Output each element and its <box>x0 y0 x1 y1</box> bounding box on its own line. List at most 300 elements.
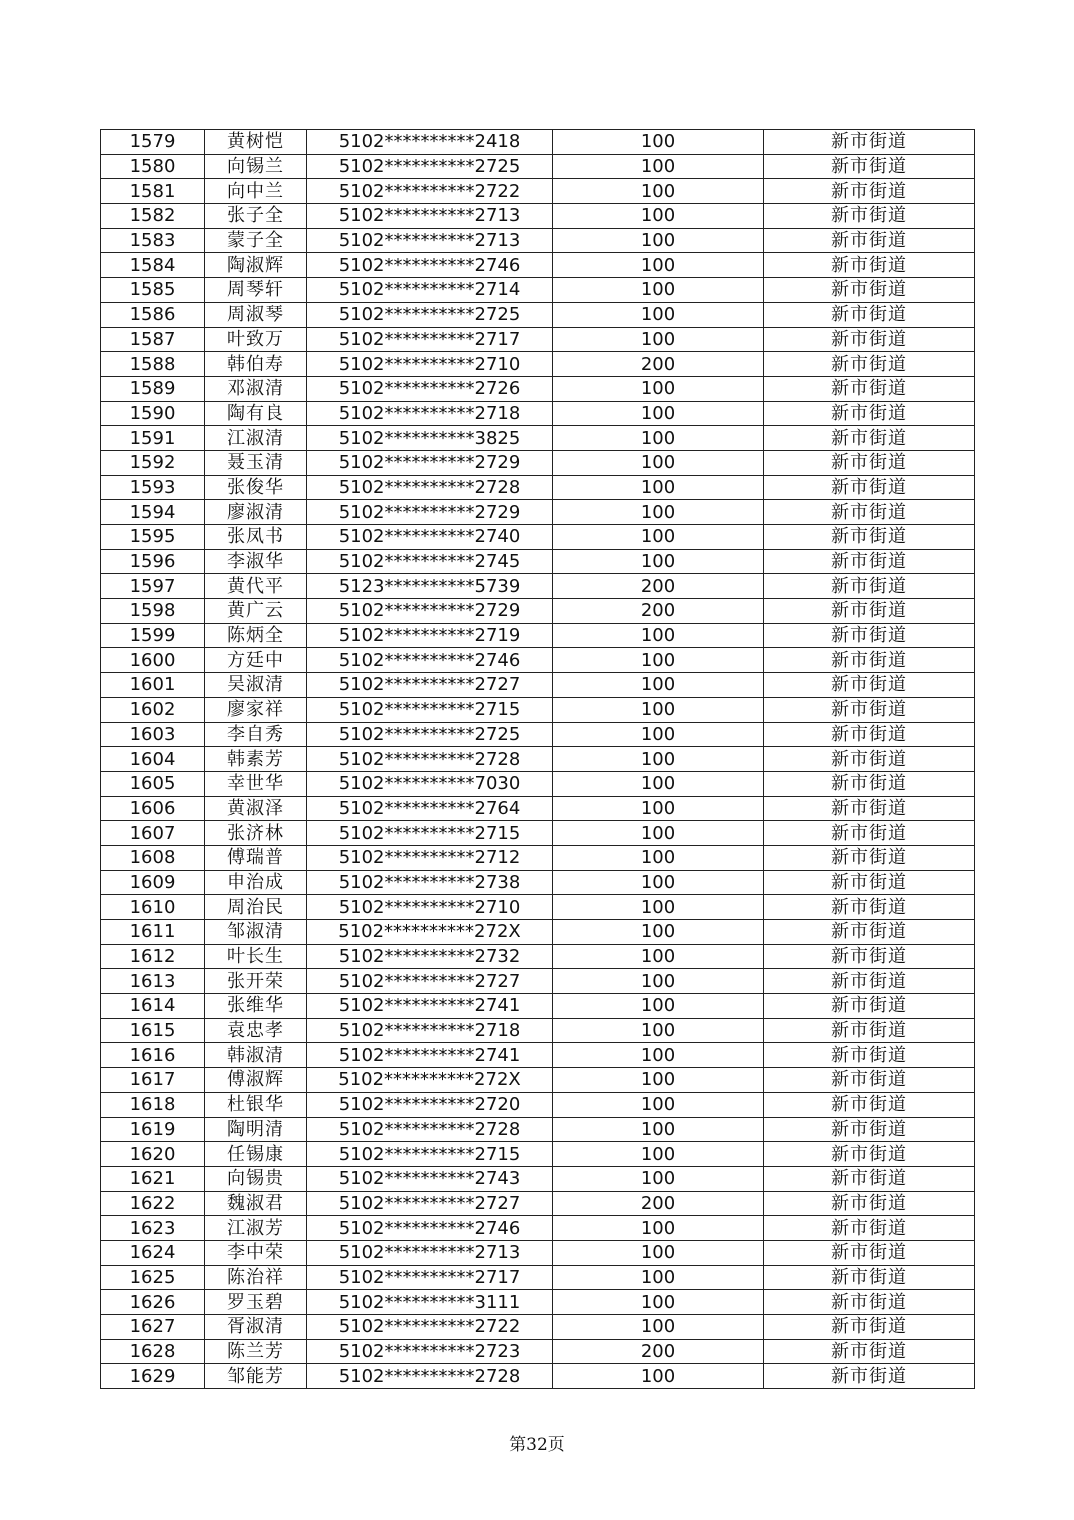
name-cell: 黄树恺 <box>205 130 307 155</box>
amount-cell: 100 <box>553 475 764 500</box>
street-cell: 新市街道 <box>764 204 975 229</box>
name-cell: 张维华 <box>205 994 307 1019</box>
amount-cell: 100 <box>553 648 764 673</box>
row-number-cell: 1616 <box>101 1043 205 1068</box>
name-cell: 韩素芳 <box>205 747 307 772</box>
street-cell: 新市街道 <box>764 1364 975 1389</box>
street-cell: 新市街道 <box>764 969 975 994</box>
row-number-cell: 1628 <box>101 1339 205 1364</box>
amount-cell: 100 <box>553 302 764 327</box>
name-cell: 邓淑清 <box>205 376 307 401</box>
table-row <box>101 623 975 648</box>
table-row <box>101 278 975 303</box>
row-number-cell: 1589 <box>101 376 205 401</box>
table-row <box>101 253 975 278</box>
name-cell: 李淑华 <box>205 549 307 574</box>
row-number-cell: 1587 <box>101 327 205 352</box>
street-cell: 新市街道 <box>764 327 975 352</box>
name-cell: 申治成 <box>205 870 307 895</box>
name-cell: 向锡兰 <box>205 154 307 179</box>
table-row <box>101 1043 975 1068</box>
table-row <box>101 747 975 772</box>
table-row <box>101 648 975 673</box>
table-row <box>101 426 975 451</box>
id-number-cell: 5102**********2726 <box>307 376 553 401</box>
id-number-cell: 5102**********2710 <box>307 895 553 920</box>
street-cell: 新市街道 <box>764 722 975 747</box>
row-number-cell: 1621 <box>101 1166 205 1191</box>
amount-cell: 200 <box>553 352 764 377</box>
id-number-cell: 5102**********2732 <box>307 944 553 969</box>
amount-cell: 100 <box>553 722 764 747</box>
table-row <box>101 450 975 475</box>
name-cell: 叶致万 <box>205 327 307 352</box>
row-number-cell: 1602 <box>101 697 205 722</box>
name-cell: 向中兰 <box>205 179 307 204</box>
name-cell: 周治民 <box>205 895 307 920</box>
table-row <box>101 204 975 229</box>
street-cell: 新市街道 <box>764 574 975 599</box>
street-cell: 新市街道 <box>764 1018 975 1043</box>
id-number-cell: 5123**********5739 <box>307 574 553 599</box>
row-number-cell: 1580 <box>101 154 205 179</box>
row-number-cell: 1624 <box>101 1240 205 1265</box>
name-cell: 廖家祥 <box>205 697 307 722</box>
street-cell: 新市街道 <box>764 1043 975 1068</box>
amount-cell: 100 <box>553 697 764 722</box>
name-cell: 张俊华 <box>205 475 307 500</box>
name-cell: 周淑琴 <box>205 302 307 327</box>
table-row <box>101 944 975 969</box>
table-row <box>101 1117 975 1142</box>
table-row <box>101 1364 975 1389</box>
amount-cell: 100 <box>553 994 764 1019</box>
street-cell: 新市街道 <box>764 648 975 673</box>
street-cell: 新市街道 <box>764 154 975 179</box>
row-number-cell: 1601 <box>101 673 205 698</box>
street-cell: 新市街道 <box>764 1092 975 1117</box>
id-number-cell: 5102**********2715 <box>307 697 553 722</box>
table-row <box>101 574 975 599</box>
amount-cell: 100 <box>553 895 764 920</box>
id-number-cell: 5102**********3825 <box>307 426 553 451</box>
row-number-cell: 1606 <box>101 796 205 821</box>
id-number-cell: 5102**********2714 <box>307 278 553 303</box>
amount-cell: 100 <box>553 673 764 698</box>
amount-cell: 100 <box>553 920 764 945</box>
row-number-cell: 1592 <box>101 450 205 475</box>
name-cell: 江淑芳 <box>205 1216 307 1241</box>
id-number-cell: 5102**********2719 <box>307 623 553 648</box>
name-cell: 蒙子全 <box>205 228 307 253</box>
name-cell: 傅淑辉 <box>205 1068 307 1093</box>
amount-cell: 100 <box>553 1315 764 1340</box>
id-number-cell: 5102**********2725 <box>307 302 553 327</box>
street-cell: 新市街道 <box>764 549 975 574</box>
id-number-cell: 5102**********2727 <box>307 969 553 994</box>
name-cell: 张济林 <box>205 821 307 846</box>
name-cell: 魏淑君 <box>205 1191 307 1216</box>
name-cell: 邹能芳 <box>205 1364 307 1389</box>
amount-cell: 100 <box>553 1092 764 1117</box>
amount-cell: 100 <box>553 450 764 475</box>
amount-cell: 100 <box>553 500 764 525</box>
amount-cell: 100 <box>553 376 764 401</box>
id-number-cell: 5102**********272X <box>307 1068 553 1093</box>
name-cell: 聂玉清 <box>205 450 307 475</box>
row-number-cell: 1620 <box>101 1142 205 1167</box>
table-row <box>101 821 975 846</box>
row-number-cell: 1623 <box>101 1216 205 1241</box>
name-cell: 幸世华 <box>205 771 307 796</box>
row-number-cell: 1604 <box>101 747 205 772</box>
row-number-cell: 1627 <box>101 1315 205 1340</box>
table-row <box>101 1216 975 1241</box>
id-number-cell: 5102**********2720 <box>307 1092 553 1117</box>
street-cell: 新市街道 <box>764 870 975 895</box>
street-cell: 新市街道 <box>764 1068 975 1093</box>
table-row <box>101 1240 975 1265</box>
table-row <box>101 401 975 426</box>
row-number-cell: 1603 <box>101 722 205 747</box>
table-row <box>101 1265 975 1290</box>
street-cell: 新市街道 <box>764 1339 975 1364</box>
name-cell: 黄淑泽 <box>205 796 307 821</box>
name-cell: 韩淑清 <box>205 1043 307 1068</box>
street-cell: 新市街道 <box>764 352 975 377</box>
row-number-cell: 1619 <box>101 1117 205 1142</box>
street-cell: 新市街道 <box>764 228 975 253</box>
id-number-cell: 5102**********2722 <box>307 1315 553 1340</box>
table-row <box>101 1018 975 1043</box>
table-row <box>101 1068 975 1093</box>
id-number-cell: 5102**********2743 <box>307 1166 553 1191</box>
row-number-cell: 1585 <box>101 278 205 303</box>
name-cell: 陶明清 <box>205 1117 307 1142</box>
row-number-cell: 1625 <box>101 1265 205 1290</box>
id-number-cell: 5102**********2715 <box>307 1142 553 1167</box>
row-number-cell: 1610 <box>101 895 205 920</box>
street-cell: 新市街道 <box>764 130 975 155</box>
id-number-cell: 5102**********2729 <box>307 500 553 525</box>
street-cell: 新市街道 <box>764 179 975 204</box>
row-number-cell: 1598 <box>101 599 205 624</box>
street-cell: 新市街道 <box>764 845 975 870</box>
name-cell: 黄代平 <box>205 574 307 599</box>
id-number-cell: 5102**********2740 <box>307 525 553 550</box>
amount-cell: 100 <box>553 130 764 155</box>
street-cell: 新市街道 <box>764 771 975 796</box>
amount-cell: 200 <box>553 599 764 624</box>
street-cell: 新市街道 <box>764 500 975 525</box>
table-row <box>101 1290 975 1315</box>
row-number-cell: 1584 <box>101 253 205 278</box>
name-cell: 陈炳全 <box>205 623 307 648</box>
street-cell: 新市街道 <box>764 302 975 327</box>
amount-cell: 100 <box>553 870 764 895</box>
amount-cell: 100 <box>553 228 764 253</box>
row-number-cell: 1622 <box>101 1191 205 1216</box>
roster-table-body <box>101 130 975 1389</box>
amount-cell: 200 <box>553 1339 764 1364</box>
id-number-cell: 5102**********2717 <box>307 1265 553 1290</box>
amount-cell: 100 <box>553 1117 764 1142</box>
id-number-cell: 5102**********3111 <box>307 1290 553 1315</box>
street-cell: 新市街道 <box>764 1216 975 1241</box>
id-number-cell: 5102**********2738 <box>307 870 553 895</box>
table-row <box>101 920 975 945</box>
row-number-cell: 1605 <box>101 771 205 796</box>
name-cell: 张开荣 <box>205 969 307 994</box>
row-number-cell: 1614 <box>101 994 205 1019</box>
street-cell: 新市街道 <box>764 796 975 821</box>
id-number-cell: 5102**********2725 <box>307 722 553 747</box>
amount-cell: 100 <box>553 179 764 204</box>
table-row <box>101 673 975 698</box>
street-cell: 新市街道 <box>764 673 975 698</box>
id-number-cell: 5102**********272X <box>307 920 553 945</box>
row-number-cell: 1583 <box>101 228 205 253</box>
amount-cell: 100 <box>553 623 764 648</box>
name-cell: 陈治祥 <box>205 1265 307 1290</box>
street-cell: 新市街道 <box>764 599 975 624</box>
table-row <box>101 154 975 179</box>
id-number-cell: 5102**********2713 <box>307 204 553 229</box>
table-row <box>101 870 975 895</box>
id-number-cell: 5102**********2728 <box>307 1117 553 1142</box>
street-cell: 新市街道 <box>764 1142 975 1167</box>
street-cell: 新市街道 <box>764 376 975 401</box>
id-number-cell: 5102**********2741 <box>307 994 553 1019</box>
street-cell: 新市街道 <box>764 278 975 303</box>
amount-cell: 200 <box>553 1191 764 1216</box>
street-cell: 新市街道 <box>764 1191 975 1216</box>
id-number-cell: 5102**********2729 <box>307 599 553 624</box>
table-row <box>101 302 975 327</box>
table-row <box>101 376 975 401</box>
table-row <box>101 1339 975 1364</box>
street-cell: 新市街道 <box>764 1240 975 1265</box>
street-cell: 新市街道 <box>764 1315 975 1340</box>
table-row <box>101 130 975 155</box>
amount-cell: 100 <box>553 549 764 574</box>
id-number-cell: 5102**********2713 <box>307 228 553 253</box>
amount-cell: 100 <box>553 747 764 772</box>
table-row <box>101 1142 975 1167</box>
amount-cell: 100 <box>553 401 764 426</box>
street-cell: 新市街道 <box>764 1117 975 1142</box>
table-row <box>101 599 975 624</box>
amount-cell: 100 <box>553 969 764 994</box>
name-cell: 向锡贵 <box>205 1166 307 1191</box>
amount-cell: 100 <box>553 1290 764 1315</box>
table-row <box>101 500 975 525</box>
street-cell: 新市街道 <box>764 623 975 648</box>
street-cell: 新市街道 <box>764 253 975 278</box>
id-number-cell: 5102**********2712 <box>307 845 553 870</box>
row-number-cell: 1596 <box>101 549 205 574</box>
table-row <box>101 969 975 994</box>
table-row <box>101 895 975 920</box>
table-row <box>101 228 975 253</box>
amount-cell: 100 <box>553 154 764 179</box>
name-cell: 黄广云 <box>205 599 307 624</box>
roster-table <box>100 129 975 1389</box>
row-number-cell: 1612 <box>101 944 205 969</box>
amount-cell: 100 <box>553 525 764 550</box>
id-number-cell: 5102**********2728 <box>307 475 553 500</box>
street-cell: 新市街道 <box>764 1166 975 1191</box>
amount-cell: 100 <box>553 1142 764 1167</box>
id-number-cell: 5102**********2418 <box>307 130 553 155</box>
street-cell: 新市街道 <box>764 895 975 920</box>
row-number-cell: 1586 <box>101 302 205 327</box>
id-number-cell: 5102**********2727 <box>307 673 553 698</box>
name-cell: 杜银华 <box>205 1092 307 1117</box>
name-cell: 陈兰芳 <box>205 1339 307 1364</box>
row-number-cell: 1590 <box>101 401 205 426</box>
name-cell: 袁忠孝 <box>205 1018 307 1043</box>
amount-cell: 100 <box>553 327 764 352</box>
name-cell: 傅瑞普 <box>205 845 307 870</box>
amount-cell: 100 <box>553 1364 764 1389</box>
row-number-cell: 1593 <box>101 475 205 500</box>
table-row <box>101 1166 975 1191</box>
table-row <box>101 1315 975 1340</box>
street-cell: 新市街道 <box>764 994 975 1019</box>
row-number-cell: 1582 <box>101 204 205 229</box>
name-cell: 张凤书 <box>205 525 307 550</box>
row-number-cell: 1617 <box>101 1068 205 1093</box>
amount-cell: 100 <box>553 1068 764 1093</box>
amount-cell: 100 <box>553 278 764 303</box>
table-row <box>101 525 975 550</box>
id-number-cell: 5102**********2722 <box>307 179 553 204</box>
amount-cell: 100 <box>553 426 764 451</box>
amount-cell: 100 <box>553 1018 764 1043</box>
street-cell: 新市街道 <box>764 450 975 475</box>
name-cell: 罗玉碧 <box>205 1290 307 1315</box>
street-cell: 新市街道 <box>764 821 975 846</box>
name-cell: 江淑清 <box>205 426 307 451</box>
amount-cell: 100 <box>553 204 764 229</box>
amount-cell: 100 <box>553 1043 764 1068</box>
id-number-cell: 5102**********2728 <box>307 1364 553 1389</box>
name-cell: 张子全 <box>205 204 307 229</box>
amount-cell: 100 <box>553 1265 764 1290</box>
street-cell: 新市街道 <box>764 401 975 426</box>
id-number-cell: 5102**********2717 <box>307 327 553 352</box>
name-cell: 陶淑辉 <box>205 253 307 278</box>
amount-cell: 100 <box>553 253 764 278</box>
row-number-cell: 1608 <box>101 845 205 870</box>
amount-cell: 100 <box>553 1166 764 1191</box>
id-number-cell: 5102**********2710 <box>307 352 553 377</box>
name-cell: 叶长生 <box>205 944 307 969</box>
row-number-cell: 1581 <box>101 179 205 204</box>
table-row <box>101 994 975 1019</box>
table-row <box>101 549 975 574</box>
row-number-cell: 1591 <box>101 426 205 451</box>
name-cell: 邹淑清 <box>205 920 307 945</box>
table-row <box>101 722 975 747</box>
row-number-cell: 1588 <box>101 352 205 377</box>
row-number-cell: 1597 <box>101 574 205 599</box>
street-cell: 新市街道 <box>764 747 975 772</box>
row-number-cell: 1579 <box>101 130 205 155</box>
id-number-cell: 5102**********2764 <box>307 796 553 821</box>
row-number-cell: 1607 <box>101 821 205 846</box>
street-cell: 新市街道 <box>764 1265 975 1290</box>
name-cell: 廖淑清 <box>205 500 307 525</box>
id-number-cell: 5102**********2745 <box>307 549 553 574</box>
name-cell: 周琴轩 <box>205 278 307 303</box>
id-number-cell: 5102**********2746 <box>307 1216 553 1241</box>
id-number-cell: 5102**********2729 <box>307 450 553 475</box>
amount-cell: 100 <box>553 796 764 821</box>
street-cell: 新市街道 <box>764 920 975 945</box>
amount-cell: 100 <box>553 1216 764 1241</box>
row-number-cell: 1626 <box>101 1290 205 1315</box>
amount-cell: 100 <box>553 944 764 969</box>
street-cell: 新市街道 <box>764 475 975 500</box>
name-cell: 李中荣 <box>205 1240 307 1265</box>
id-number-cell: 5102**********2728 <box>307 747 553 772</box>
id-number-cell: 5102**********2746 <box>307 648 553 673</box>
table-row <box>101 1092 975 1117</box>
name-cell: 方廷中 <box>205 648 307 673</box>
id-number-cell: 5102**********2723 <box>307 1339 553 1364</box>
street-cell: 新市街道 <box>764 944 975 969</box>
id-number-cell: 5102**********2713 <box>307 1240 553 1265</box>
amount-cell: 100 <box>553 821 764 846</box>
name-cell: 韩伯寿 <box>205 352 307 377</box>
table-row <box>101 179 975 204</box>
table-row <box>101 697 975 722</box>
id-number-cell: 5102**********2741 <box>307 1043 553 1068</box>
row-number-cell: 1599 <box>101 623 205 648</box>
amount-cell: 200 <box>553 574 764 599</box>
id-number-cell: 5102**********2725 <box>307 154 553 179</box>
table-row <box>101 352 975 377</box>
row-number-cell: 1600 <box>101 648 205 673</box>
name-cell: 胥淑清 <box>205 1315 307 1340</box>
name-cell: 吴淑清 <box>205 673 307 698</box>
row-number-cell: 1611 <box>101 920 205 945</box>
row-number-cell: 1615 <box>101 1018 205 1043</box>
row-number-cell: 1629 <box>101 1364 205 1389</box>
name-cell: 任锡康 <box>205 1142 307 1167</box>
id-number-cell: 5102**********2718 <box>307 1018 553 1043</box>
street-cell: 新市街道 <box>764 1290 975 1315</box>
id-number-cell: 5102**********2715 <box>307 821 553 846</box>
table-row <box>101 796 975 821</box>
id-number-cell: 5102**********2727 <box>307 1191 553 1216</box>
table-row <box>101 771 975 796</box>
row-number-cell: 1594 <box>101 500 205 525</box>
row-number-cell: 1613 <box>101 969 205 994</box>
row-number-cell: 1618 <box>101 1092 205 1117</box>
street-cell: 新市街道 <box>764 426 975 451</box>
id-number-cell: 5102**********2718 <box>307 401 553 426</box>
table-row <box>101 1191 975 1216</box>
row-number-cell: 1595 <box>101 525 205 550</box>
table-row <box>101 475 975 500</box>
table-row <box>101 845 975 870</box>
amount-cell: 100 <box>553 771 764 796</box>
amount-cell: 100 <box>553 1240 764 1265</box>
name-cell: 李自秀 <box>205 722 307 747</box>
